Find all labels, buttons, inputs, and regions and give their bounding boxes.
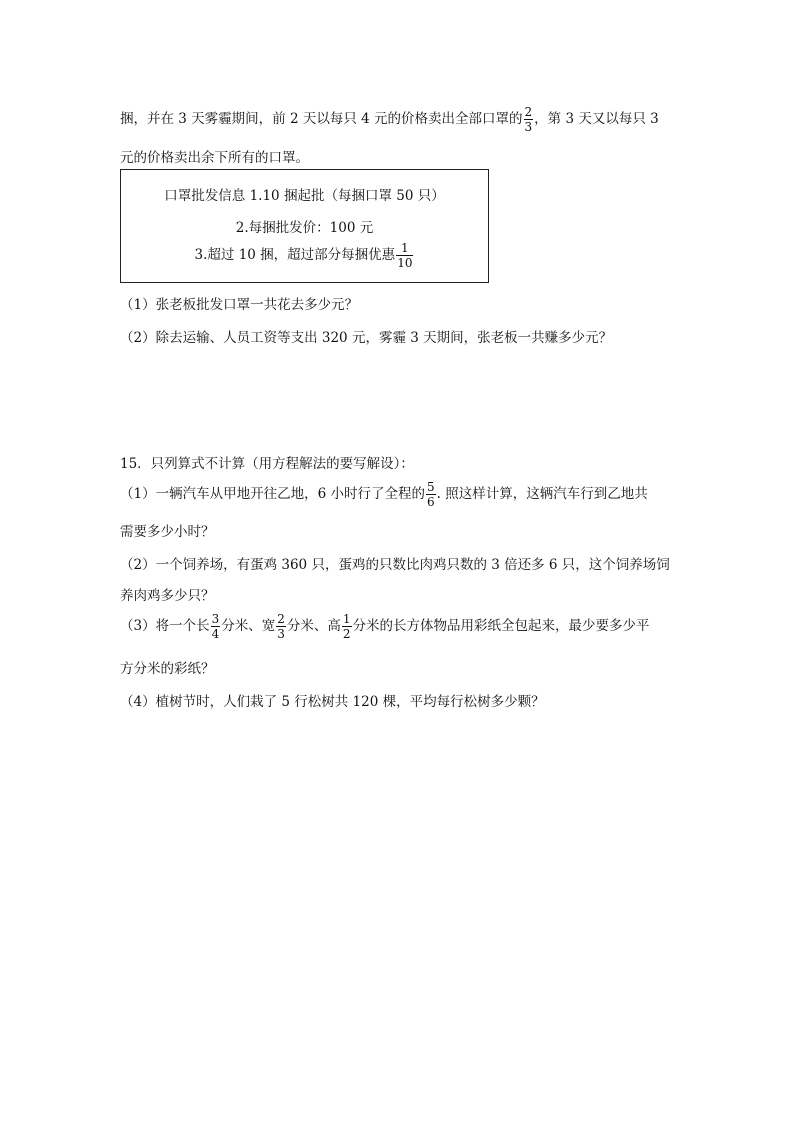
fraction-2-3: $\frac{2}{3}$ [524,105,533,134]
info-line-2: 2.每捆批发价：100 元 [235,220,374,236]
fraction-5-6: $\frac{5}{6}$ [426,480,435,509]
info-line-1: 口罩批发信息 1.10 捆起批（每捆口罩 50 只） [164,188,445,204]
p14-line1: 捆，并在 3 天雾霾期间，前 2 天以每只 4 元的价格卖出全部口罩的 $\frac{2}{3}$ ，第 3 天又以每只 3 [120,105,659,134]
p15-q1-line1: （1）一辆汽车从甲地开往乙地，6 小时行了全程的 $\frac{5}{6}$ . 照这样计算，这辆汽车行到乙地共 [120,480,648,509]
fraction-1-2: $\frac{1}{2}$ [342,612,351,641]
p15-q3-line1: （3）将一个长 $\frac{3}{4}$ 分米、宽 $\frac{2}{3}$ 分米、高 $\frac{1}{2}$ 分米的长方体物品用彩纸全包起来，最少要多少平 [120,612,650,641]
fraction-2-3-width: $\frac{2}{3}$ [277,612,285,641]
fraction-1-10: $\frac{1}{10}$ [397,241,413,270]
p15-q1-line2: 需要多少小时？ [120,524,215,540]
p15-q2-line1: （2）一个饲养场，有蛋鸡 360 只，蛋鸡的只数比肉鸡只数的 3 倍还多 6 只，这个饲养场饲 [120,557,670,573]
p15-heading: 15．只列算式不计算（用方程解法的要写解设）： [120,456,414,472]
fraction-3-4: $\frac{3}{4}$ [211,612,220,641]
p14-question-1: （1）张老板批发口罩一共花去多少元？ [120,297,359,313]
p15-q3-line2: 方分米的彩纸？ [120,661,215,677]
wholesale-info-box [120,169,489,283]
p14-question-2: （2）除去运输、人员工资等支出 320 元，雾霾 3 天期间，张老板一共赚多少元？ [120,330,613,346]
p14-line2: 元的价格卖出余下所有的口罩。 [120,150,309,166]
p15-q4: （4）植树节时，人们栽了 5 行松树共 120 棵，平均每行松树多少颗？ [120,694,545,710]
info-line-3: 3.超过 10 捆，超过部分每捆优惠 $\frac{1}{10}$ [194,241,413,270]
p15-q2-line2: 养肉鸡多少只？ [120,588,215,604]
